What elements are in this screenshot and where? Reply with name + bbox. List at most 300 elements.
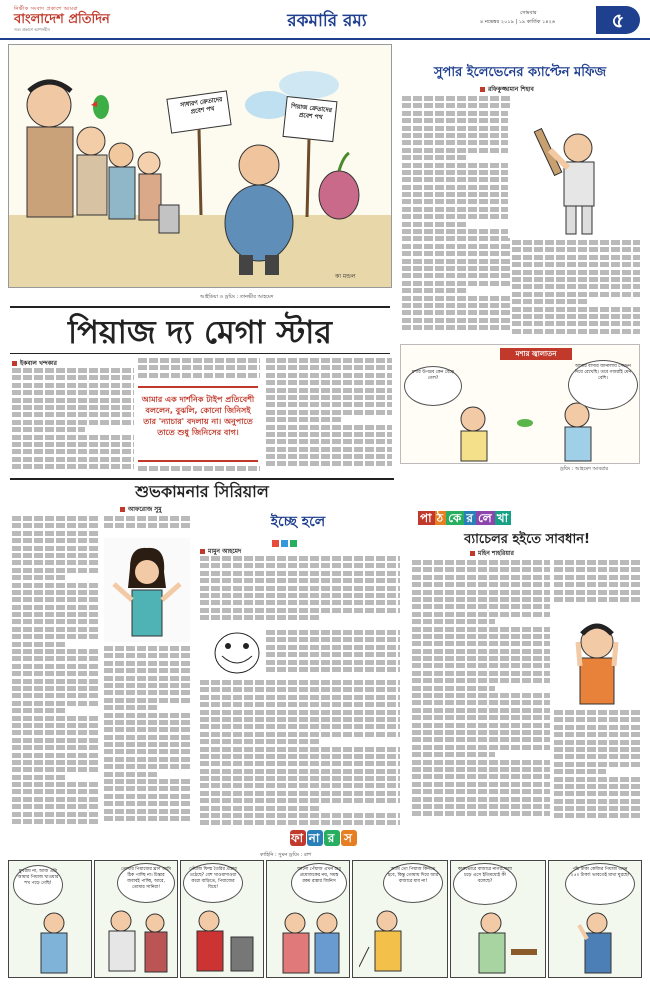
text-line (402, 155, 467, 160)
text-line (200, 761, 400, 766)
text-line (412, 760, 550, 765)
text-line (402, 207, 510, 212)
text-line (402, 118, 510, 123)
tag-letter: কে (448, 511, 463, 525)
bachelor-author: মহিন শাহরিয়ার (478, 550, 514, 557)
text-line (200, 813, 400, 818)
text-line (104, 653, 192, 658)
text-line (402, 126, 510, 131)
text-line (402, 163, 510, 168)
fanaras-title (290, 830, 358, 846)
text-line (200, 680, 400, 685)
text-line (412, 678, 550, 683)
comic-panel-7 (548, 860, 642, 978)
text-line (554, 582, 640, 587)
dice-blue-icon (281, 540, 288, 547)
mosquito-section-label: মশার জ্বালাতন (500, 348, 572, 360)
text-line (412, 715, 550, 720)
text-line (200, 600, 400, 605)
text-line (512, 329, 640, 334)
text-line (554, 717, 640, 722)
text-line (512, 292, 640, 297)
text-line (554, 560, 640, 565)
text-line (412, 708, 550, 713)
text-line (200, 702, 400, 707)
text-line (104, 646, 192, 651)
text-line (104, 772, 157, 777)
text-line (402, 96, 510, 101)
text-line (200, 608, 400, 613)
text-line (104, 786, 192, 791)
text-line (12, 686, 100, 691)
text-line (12, 383, 134, 388)
text-line (402, 318, 510, 323)
text-line (412, 752, 495, 757)
text-line (12, 590, 100, 595)
text-line (512, 321, 640, 326)
text-line (412, 619, 495, 624)
text-line (402, 244, 510, 249)
text-line (12, 782, 100, 787)
dice-decoration (272, 532, 299, 551)
text-line (12, 819, 100, 824)
text-line (266, 358, 392, 363)
bachelor-headline[interactable]: ব্যাচেলর হইতে সাবধান! (464, 532, 590, 547)
text-line (554, 567, 640, 572)
text-line (104, 727, 192, 732)
woman-illustration (104, 538, 190, 642)
ichhe-author: মামুন আহমেদ (208, 548, 242, 555)
bachelor-column-2a (554, 560, 640, 610)
comic-panel-5 (352, 860, 448, 978)
onion-column-1 (12, 368, 134, 472)
text-line (104, 742, 192, 747)
fanaras-credit: কাহিনি : সুমন ড্রয়িং : রাশ (260, 852, 312, 858)
text-line (554, 777, 640, 782)
dice-red-icon (272, 540, 279, 547)
onion-column-2b (138, 466, 260, 474)
text-line (402, 111, 510, 116)
onion-author: ইকবাল খন্দকার (20, 360, 57, 367)
text-line (104, 757, 192, 762)
text-line (266, 365, 392, 370)
bullet-icon (200, 549, 205, 554)
comic-bubble-5: আমি তো পিয়াজ কিনতে হবে, কিন্তু তোমায় দিয়ে আর বাজারে যাব না! (383, 863, 443, 903)
text-line (12, 693, 100, 698)
text-line (12, 605, 100, 610)
section-title: রকমারি রম্য (287, 11, 367, 31)
text-line (412, 745, 550, 750)
bullet-icon (12, 361, 17, 366)
text-line (266, 395, 392, 400)
text-line (104, 735, 192, 740)
text-line (412, 590, 550, 595)
text-line (266, 380, 392, 385)
text-line (12, 390, 134, 395)
text-line (12, 516, 100, 521)
text-line (200, 695, 400, 700)
ichhe-right-column (266, 630, 400, 676)
ichhe-hole-headline[interactable]: ইচ্ছে হলে (270, 514, 326, 530)
text-line (266, 417, 342, 422)
text-line (104, 794, 192, 799)
sign-general-entrance: সাধারণ ক্রেতাদের প্রবেশ পথ (179, 96, 223, 116)
bullet-icon (480, 87, 485, 92)
text-line (402, 185, 510, 190)
text-line (138, 365, 260, 370)
text-line (402, 222, 467, 227)
text-line (12, 789, 100, 794)
text-line (12, 619, 100, 624)
text-line (512, 240, 640, 245)
serial-byline (120, 504, 162, 515)
text-line (266, 630, 400, 635)
text-line (104, 676, 192, 681)
text-line (104, 516, 192, 521)
text-line (554, 575, 640, 580)
readers-writing-tag (418, 510, 511, 530)
text-line (12, 649, 100, 654)
text-line (266, 373, 392, 378)
text-line (12, 738, 100, 743)
comic-panel-4 (266, 860, 350, 978)
text-line (104, 779, 192, 784)
comic-bubble-7: পাঁচ টাকা কেজির পিয়াজ এখন ২৫০ টাকা! ভাবতেই মাথা ঘুরছে! (565, 863, 635, 905)
text-line (554, 710, 640, 715)
text-line (104, 809, 192, 814)
text-line (266, 388, 392, 393)
text-line (200, 820, 400, 825)
text-line (200, 571, 400, 576)
text-line (12, 412, 134, 417)
text-line (412, 604, 550, 609)
text-line (402, 236, 510, 241)
text-line (402, 303, 510, 308)
text-line (402, 281, 510, 286)
text-line (12, 716, 100, 721)
text-line (12, 775, 65, 780)
text-line (12, 634, 100, 639)
tag-letter: পা (420, 511, 433, 525)
text-line (412, 663, 550, 668)
text-line (554, 590, 640, 595)
captain-byline (480, 84, 534, 95)
onion-column-2a (138, 358, 260, 384)
text-line (554, 597, 640, 602)
comic-panel-2 (94, 860, 178, 978)
text-line (200, 754, 400, 759)
text-line (12, 435, 134, 440)
text-line (12, 442, 134, 447)
text-line (12, 656, 100, 661)
text-line (412, 612, 550, 617)
text-line (554, 747, 640, 752)
serial-headline[interactable]: শুভকামনার সিরিয়াল (10, 478, 394, 502)
serial-column-2a (104, 516, 192, 536)
text-line (512, 262, 640, 267)
text-line (402, 288, 467, 293)
comic-bubble-6: কাকভোরে বাজারে নাগরদোলা চড়ে এসে ইতিমধ্যেই কী বলেছে? (453, 863, 517, 905)
text-line (12, 546, 100, 551)
text-line (412, 693, 550, 698)
text-line (12, 398, 134, 403)
text-line (512, 277, 640, 282)
text-line (12, 760, 100, 765)
ichhe-intro (200, 556, 400, 626)
fanaras-letter: স (341, 830, 357, 846)
bullet-icon (470, 551, 475, 556)
comic-bubble-3: পেঁয়াজ ফিল্ম তৈরির প্রস্তাব ওঠেছে? বেশ খাওয়াদাওয়া করো বাড়িতে, পিয়াজের বিয়ে! (183, 863, 243, 903)
text-line (104, 720, 192, 725)
text-line (104, 816, 192, 821)
text-line (12, 531, 100, 536)
onion-character (319, 153, 359, 219)
text-line (138, 466, 260, 471)
text-line (12, 523, 100, 528)
text-line (402, 259, 510, 264)
text-line (200, 593, 400, 598)
text-line (412, 597, 550, 602)
text-line (104, 683, 192, 688)
text-line (412, 737, 550, 742)
text-line (266, 402, 392, 407)
text-line (512, 255, 640, 260)
text-line (266, 667, 400, 672)
text-line (104, 661, 192, 666)
text-line (266, 660, 400, 665)
captain-column-2 (512, 240, 640, 340)
text-line (266, 645, 400, 650)
text-line (512, 299, 589, 304)
text-line (104, 801, 192, 806)
text-line (12, 553, 100, 558)
text-line (402, 140, 510, 145)
text-line (554, 791, 640, 796)
text-line (554, 799, 640, 804)
text-line (200, 769, 400, 774)
text-line (12, 708, 65, 713)
text-line (12, 427, 85, 432)
text-line (12, 745, 100, 750)
text-line (12, 405, 134, 410)
text-line (266, 454, 392, 459)
text-line (266, 637, 400, 642)
comic-bubble-1: মুখরাম না, আজ এটা আমার পিয়াজ খাওয়ার শখ পড়ে গেছি! (13, 865, 63, 905)
text-line (12, 375, 134, 380)
captain-headline[interactable]: সুপার ইলেভেনের ক্যাপ্টেন মফিজ (433, 65, 607, 80)
text-line (412, 649, 550, 654)
text-line (104, 713, 192, 718)
text-line (200, 732, 400, 737)
day-label: সোমবার (520, 10, 537, 16)
text-line (266, 447, 392, 452)
text-line (200, 747, 400, 752)
text-line (412, 656, 550, 661)
text-line (200, 739, 320, 744)
text-line (412, 641, 550, 646)
serial-column-1 (12, 516, 100, 828)
text-line (412, 804, 550, 809)
text-line (200, 710, 400, 715)
text-line (554, 806, 640, 811)
serial-column-2b (104, 646, 192, 828)
mosquito-bubble-left: মশার উপদ্রব কেন বেড়ে গেল? (404, 366, 462, 406)
text-line (412, 723, 550, 728)
text-line (266, 652, 400, 657)
text-line (138, 373, 260, 378)
text-line (266, 461, 392, 466)
page-number: ৫ (596, 6, 640, 34)
text-line (554, 784, 640, 789)
bachelor-column-2b (554, 710, 640, 826)
text-line (200, 717, 400, 722)
cartoonist-signature: কা মন্ডল (335, 273, 356, 280)
text-line (200, 798, 400, 803)
logo-subline: সত্য প্রকাশে আপসহীন (14, 27, 50, 32)
text-line (266, 425, 392, 430)
cricketer-illustration (508, 108, 636, 238)
text-line (554, 813, 640, 818)
text-line (412, 575, 550, 580)
text-line (12, 804, 100, 809)
text-line (412, 797, 550, 802)
comic-panel-3 (180, 860, 264, 978)
text-line (412, 582, 550, 587)
text-line (12, 753, 100, 758)
text-line (104, 698, 192, 703)
text-line (554, 754, 640, 759)
text-line (402, 266, 510, 271)
text-line (200, 687, 400, 692)
text-line (12, 723, 100, 728)
captain-column-1 (402, 96, 510, 340)
text-line (12, 664, 100, 669)
text-line (412, 789, 550, 794)
text-line (200, 783, 400, 788)
parrot (91, 95, 109, 119)
text-line (412, 567, 550, 572)
text-line (402, 103, 510, 108)
text-line (512, 307, 640, 312)
text-line (12, 420, 134, 425)
comic-panel-6 (450, 860, 546, 978)
text-line (402, 296, 510, 301)
text-line (12, 767, 100, 772)
text-line (200, 724, 400, 729)
tag-letter: র (466, 511, 474, 525)
text-line (12, 464, 134, 469)
text-line (200, 776, 400, 781)
text-line (412, 774, 550, 779)
newspaper-logo[interactable]: বাংলাদেশ প্রতিদিন (14, 12, 110, 27)
troll-face-icon (212, 630, 262, 676)
text-line (12, 583, 100, 588)
text-line (402, 177, 510, 182)
text-line (402, 310, 510, 315)
tag-letter: লে (477, 511, 493, 525)
text-line (266, 439, 392, 444)
text-line (12, 368, 134, 373)
onion-pullquote: আমার এক দার্শনিক টাইপ প্রতিবেশী বললেন, বুঝলি, কোনো জিনিসই তার 'ন্যাচার' বদলায় না। অনুপাতে তাতে শুধু জিনিসের বাগ। (138, 386, 258, 462)
text-line (554, 769, 606, 774)
text-line (554, 732, 640, 737)
text-line (200, 563, 400, 568)
text-line (200, 806, 320, 811)
text-line (104, 523, 192, 528)
text-line (402, 199, 510, 204)
sign-onion-entrance: পিয়াজ ক্রেতাদের প্রবেশ পথ (290, 102, 333, 122)
text-line (200, 791, 400, 796)
text-line (412, 671, 550, 676)
text-line (412, 811, 550, 816)
text-line (412, 730, 550, 735)
bachelor-column-1 (412, 560, 550, 826)
text-line (412, 700, 550, 705)
text-line (412, 634, 550, 639)
serial-author: আফরোজ সুমু (128, 506, 162, 513)
text-line (412, 627, 550, 632)
text-line (12, 812, 100, 817)
text-line (12, 730, 100, 735)
logo-tagline: নির্ভীক সংবাদ প্রকাশে আমরা (14, 6, 79, 12)
mosquito-bubble-right: আমার বাসার জানালায় সেভেন দিয়ে রেখেছি। তবে গজরাঁই যেন বেশি। (568, 360, 638, 410)
text-line (12, 671, 100, 676)
text-line (12, 560, 100, 565)
mosquito-credit: ড্রয়িং : আহমেদ আবরার (560, 466, 609, 472)
text-line (12, 627, 100, 632)
text-line (104, 749, 192, 754)
comic-panel-1 (8, 860, 92, 978)
tag-letter: ঠ (436, 511, 445, 525)
fanaras-letter: ফা (290, 831, 306, 845)
text-line (200, 615, 320, 620)
text-line (12, 457, 134, 462)
onion-cartoon (8, 44, 392, 288)
onion-headline[interactable]: পিয়াজ দ্য মেগা স্টার (10, 306, 390, 354)
text-line (402, 133, 510, 138)
onion-column-3 (266, 358, 392, 474)
text-line (266, 410, 392, 415)
text-line (138, 358, 260, 363)
text-line (104, 690, 192, 695)
text-line (412, 767, 550, 772)
text-line (12, 679, 100, 684)
fanaras-letter: র (324, 830, 340, 846)
text-line (12, 449, 134, 454)
text-line (402, 229, 510, 234)
captain-author: রফিকুজ্জামান শিহাব (488, 86, 534, 93)
text-line (554, 762, 640, 767)
text-line (412, 782, 550, 787)
text-line (12, 538, 100, 543)
text-line (554, 740, 640, 745)
cartoon-illustration (9, 45, 392, 288)
text-line (104, 668, 192, 673)
text-line (402, 214, 510, 219)
text-line (12, 642, 65, 647)
tag-letter: খা (496, 511, 510, 525)
ichhe-body (200, 680, 400, 828)
text-line (266, 432, 392, 437)
comic-bubble-2: তোমার পিয়াজের ঘ্রাণ আমি ঠিক পাচ্ছি না। চিন্তার জবাবই পাচ্ছি, আরে, তোমার সানিরা! (117, 863, 175, 903)
text-line (512, 270, 640, 275)
text-line (12, 575, 65, 580)
fanaras-letter: না (308, 831, 322, 845)
text-line (200, 556, 400, 561)
text-line (402, 170, 510, 175)
text-line (200, 586, 400, 591)
worried-man-illustration (554, 612, 640, 708)
